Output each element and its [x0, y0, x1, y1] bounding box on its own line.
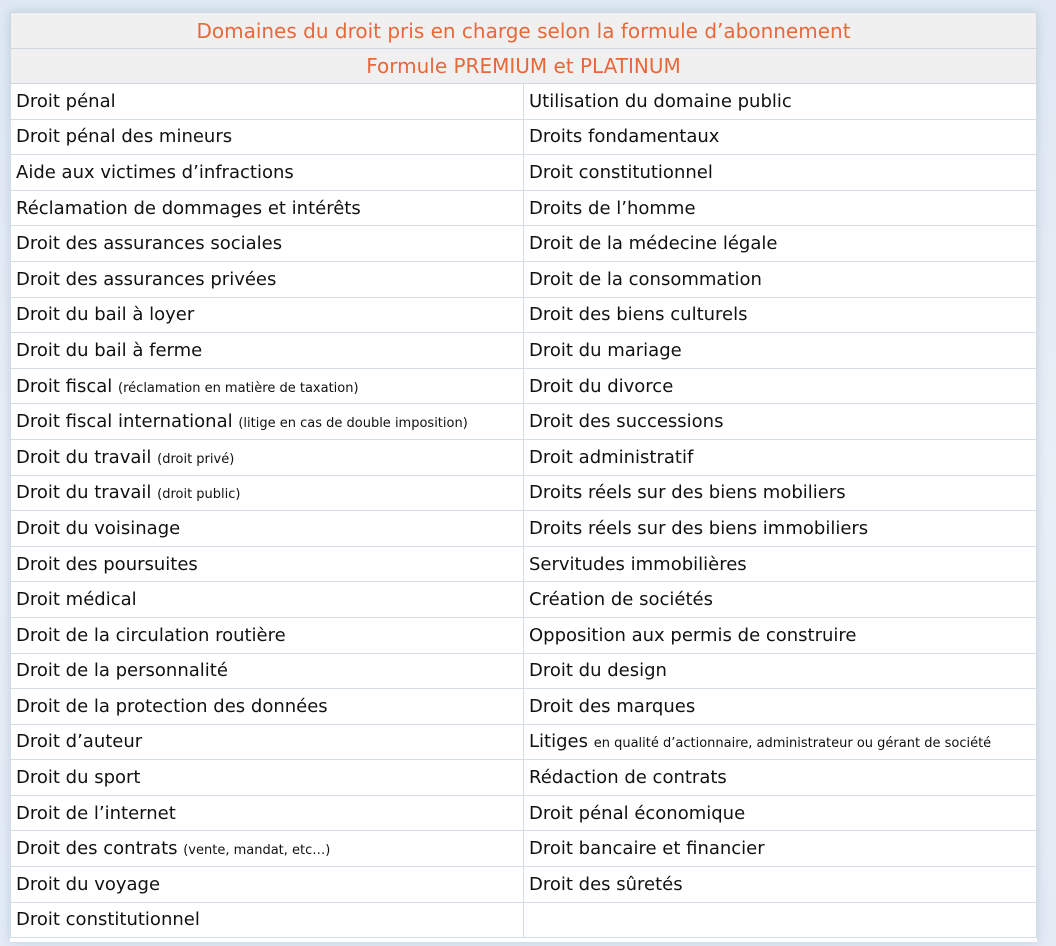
table-title: Domaines du droit pris en charge selon la formule d’abonnement	[11, 13, 1037, 49]
table-row	[11, 795, 1037, 831]
table-row	[11, 511, 1037, 547]
domain-label: Droit du bail à loyer	[16, 304, 195, 326]
left-domain-cell	[11, 84, 524, 120]
left-domain-cell	[11, 226, 524, 262]
domain-label: Droits réels sur des biens immobiliers	[529, 517, 869, 539]
left-domain-cell	[11, 155, 524, 191]
right-domain-cell	[524, 155, 1037, 191]
left-domain-cell	[11, 333, 524, 369]
domain-label: Droit de la consommation	[529, 268, 762, 290]
domain-label: Droit bancaire et financier	[529, 838, 765, 860]
left-domain-cell	[11, 831, 524, 867]
domain-label: Droit du voyage	[16, 873, 161, 895]
left-domain-cell	[11, 653, 524, 689]
domain-label: Droit de la circulation routière	[16, 624, 286, 646]
right-domain-cell	[524, 902, 1037, 938]
table-row	[11, 439, 1037, 475]
domain-label: Droit de l’internet	[16, 802, 176, 824]
domain-label: Création de sociétés	[529, 589, 713, 611]
right-domain-cell	[524, 760, 1037, 796]
table-row	[11, 582, 1037, 618]
domain-label: Droit des sûretés	[529, 873, 683, 895]
right-domain-cell	[524, 261, 1037, 297]
table-row	[11, 190, 1037, 226]
domain-label: Droit pénal économique	[529, 802, 746, 824]
domain-label: Droits fondamentaux	[529, 126, 720, 148]
domain-label: Droit constitutionnel	[16, 909, 200, 931]
table-row	[11, 475, 1037, 511]
left-domain-cell	[11, 546, 524, 582]
domain-label: Droit des contrats	[16, 838, 178, 860]
domain-label: Droit des assurances privées	[16, 268, 277, 290]
left-domain-cell	[11, 795, 524, 831]
right-domain-cell	[524, 724, 1037, 760]
domain-note: en qualité d’actionnaire, administrateur ou gérant de société	[593, 736, 992, 752]
left-domain-cell	[11, 475, 524, 511]
left-domain-cell	[11, 261, 524, 297]
domain-label: Droit des assurances sociales	[16, 233, 283, 255]
right-domain-cell	[524, 511, 1037, 547]
table-row	[11, 297, 1037, 333]
domain-label: Droit du bail à ferme	[16, 339, 203, 361]
law-domains-table-frame	[10, 12, 1037, 942]
table-row	[11, 261, 1037, 297]
table-row	[11, 689, 1037, 725]
domain-label: Droit fiscal	[16, 375, 113, 397]
left-domain-cell	[11, 724, 524, 760]
domain-label: Droit des biens culturels	[529, 304, 748, 326]
domain-label: Litiges	[529, 731, 588, 753]
left-domain-cell	[11, 760, 524, 796]
right-domain-cell	[524, 831, 1037, 867]
table-row	[11, 546, 1037, 582]
domain-label: Réclamation de dommages et intérêts	[16, 197, 361, 219]
table-row	[11, 119, 1037, 155]
left-domain-cell	[11, 902, 524, 938]
table-body	[11, 84, 1037, 938]
domain-label: Droit de la protection des données	[16, 695, 328, 717]
right-domain-cell	[524, 119, 1037, 155]
table-row	[11, 724, 1037, 760]
domain-label: Droit d’auteur	[16, 731, 143, 753]
table-row	[11, 760, 1037, 796]
domain-label: Utilisation du domaine public	[529, 90, 792, 112]
table-row	[11, 867, 1037, 903]
domain-label: Droit médical	[16, 589, 137, 611]
right-domain-cell	[524, 297, 1037, 333]
left-domain-cell	[11, 689, 524, 725]
domain-label: Droit du travail	[16, 446, 152, 468]
domain-label: Droit administratif	[529, 446, 694, 468]
table-row	[11, 902, 1037, 938]
right-domain-cell	[524, 190, 1037, 226]
right-domain-cell	[524, 404, 1037, 440]
domain-label: Rédaction de contrats	[529, 767, 727, 789]
left-domain-cell	[11, 867, 524, 903]
right-domain-cell	[524, 439, 1037, 475]
table-subtitle: Formule PREMIUM et PLATINUM	[11, 49, 1037, 84]
right-domain-cell	[524, 582, 1037, 618]
domain-label: Droit du voisinage	[16, 517, 181, 539]
table-row	[11, 368, 1037, 404]
domain-label: Droit du design	[529, 660, 667, 682]
domain-note: (vente, mandat, etc…)	[183, 843, 331, 859]
domain-label: Droit fiscal international	[16, 411, 233, 433]
domain-label: Droit constitutionnel	[529, 161, 713, 183]
domain-label: Droit pénal des mineurs	[16, 126, 233, 148]
domain-label: Opposition aux permis de construire	[529, 624, 857, 646]
domain-label: Droit des marques	[529, 695, 696, 717]
domain-label: Servitudes immobilières	[529, 553, 747, 575]
domain-label: Droits réels sur des biens mobiliers	[529, 482, 846, 504]
domain-note: (droit public)	[157, 487, 241, 503]
left-domain-cell	[11, 511, 524, 547]
right-domain-cell	[524, 475, 1037, 511]
table-row	[11, 653, 1037, 689]
left-domain-cell	[11, 617, 524, 653]
domain-label: Aide aux victimes d’infractions	[16, 161, 294, 183]
domain-note: (litige en cas de double imposition)	[238, 416, 468, 432]
left-domain-cell	[11, 404, 524, 440]
domain-label: Droit du mariage	[529, 339, 682, 361]
table-row	[11, 617, 1037, 653]
table-row	[11, 226, 1037, 262]
law-domains-table	[10, 12, 1037, 938]
domain-label: Droit des successions	[529, 411, 724, 433]
right-domain-cell	[524, 226, 1037, 262]
domain-label: Droit de la médecine légale	[529, 233, 778, 255]
table-row	[11, 333, 1037, 369]
domain-label: Droit du sport	[16, 767, 141, 789]
left-domain-cell	[11, 439, 524, 475]
right-domain-cell	[524, 617, 1037, 653]
domain-label: Droit pénal	[16, 90, 116, 112]
table-row	[11, 155, 1037, 191]
left-domain-cell	[11, 582, 524, 618]
table-row	[11, 84, 1037, 120]
right-domain-cell	[524, 689, 1037, 725]
right-domain-cell	[524, 867, 1037, 903]
left-domain-cell	[11, 297, 524, 333]
right-domain-cell	[524, 84, 1037, 120]
domain-note: (réclamation en matière de taxation)	[118, 380, 359, 396]
domain-label: Droit du travail	[16, 482, 152, 504]
left-domain-cell	[11, 368, 524, 404]
domain-label: Droits de l’homme	[529, 197, 696, 219]
table-row	[11, 831, 1037, 867]
right-domain-cell	[524, 653, 1037, 689]
right-domain-cell	[524, 368, 1037, 404]
domain-label: Droit des poursuites	[16, 553, 198, 575]
domain-label: Droit de la personnalité	[16, 660, 228, 682]
left-domain-cell	[11, 190, 524, 226]
right-domain-cell	[524, 333, 1037, 369]
right-domain-cell	[524, 795, 1037, 831]
domain-note: (droit privé)	[157, 451, 235, 467]
right-domain-cell	[524, 546, 1037, 582]
domain-label: Droit du divorce	[529, 375, 674, 397]
left-domain-cell	[11, 119, 524, 155]
table-row	[11, 404, 1037, 440]
